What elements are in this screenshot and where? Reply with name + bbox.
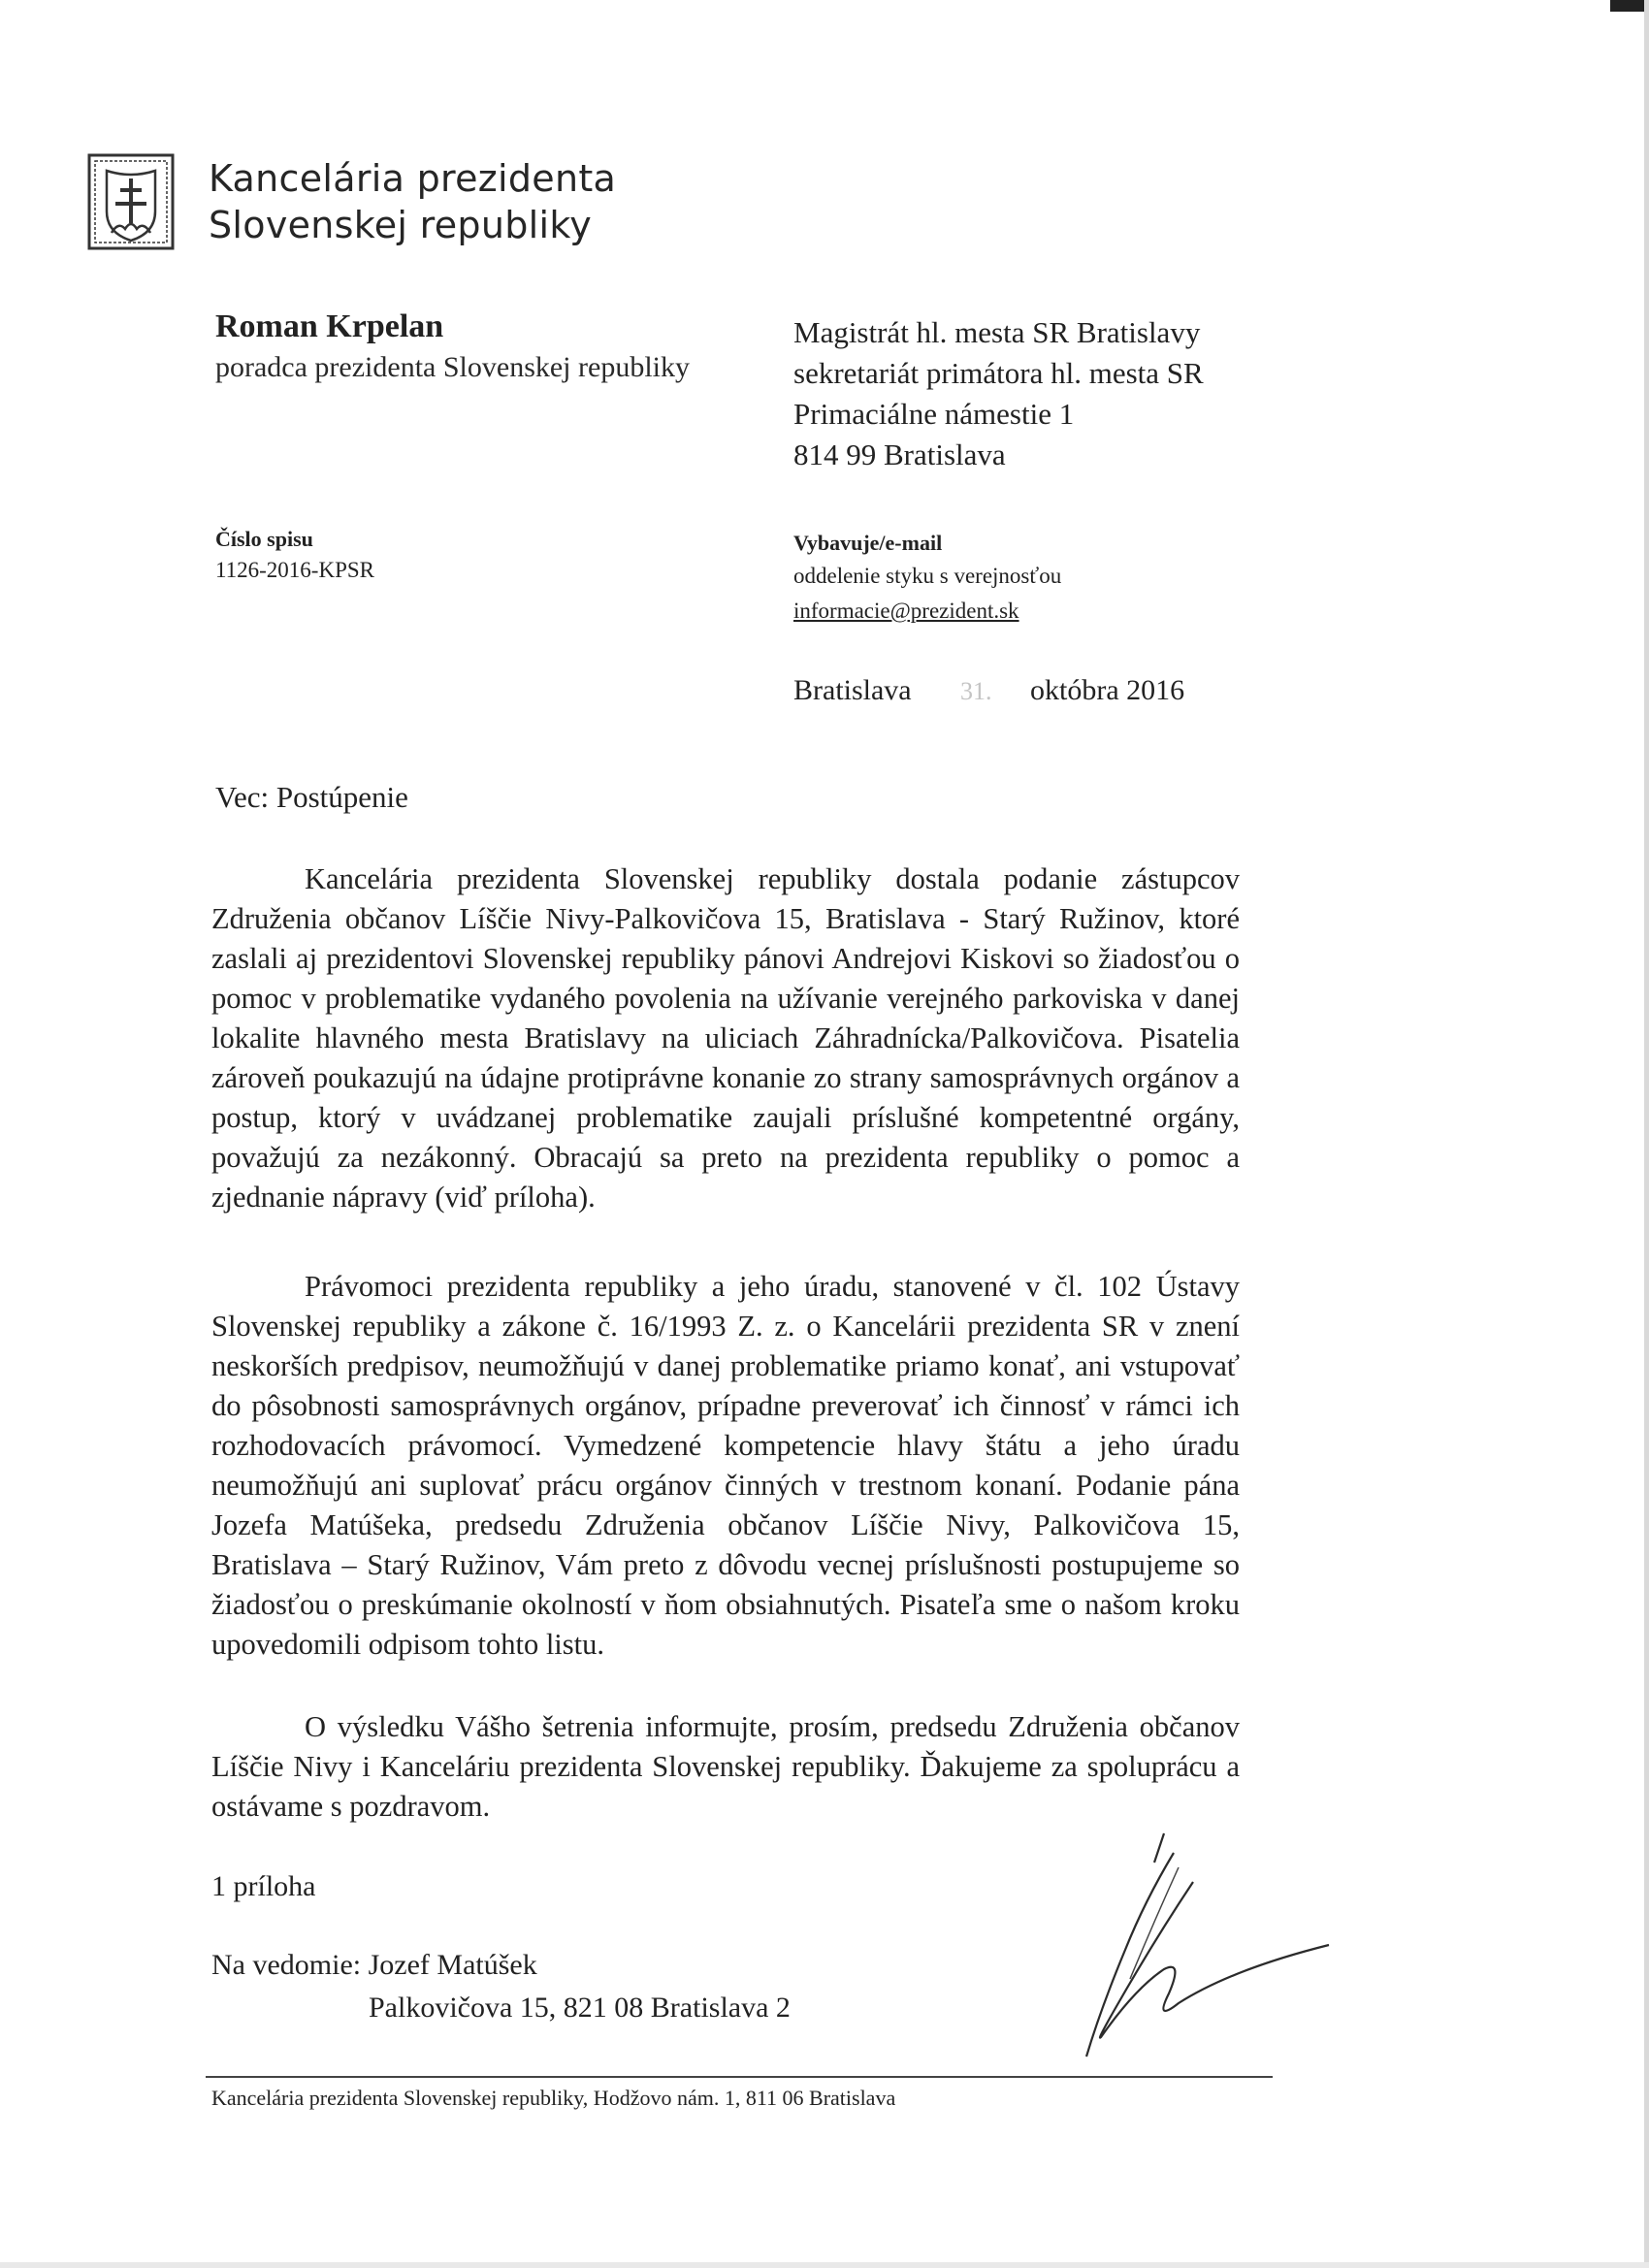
coat-of-arms-icon bbox=[87, 153, 175, 250]
file-number-block bbox=[215, 524, 374, 586]
scan-edge-top bbox=[1610, 0, 1649, 12]
recipient-line: Magistrát hl. mesta SR Bratislavy bbox=[793, 315, 1201, 349]
sender-block bbox=[215, 307, 690, 388]
file-number-label: Číslo spisu bbox=[215, 527, 313, 551]
recipient-line: 814 99 Bratislava bbox=[793, 437, 1006, 471]
organization-name bbox=[209, 155, 616, 248]
recipient-address bbox=[793, 312, 1204, 475]
handler-email-link[interactable]: informacie@prezident.sk bbox=[793, 599, 1019, 623]
date-day: 31. bbox=[960, 677, 992, 705]
body-paragraph-2 bbox=[211, 1267, 1240, 1665]
date-place: Bratislava bbox=[793, 674, 912, 706]
body-paragraph-3 bbox=[211, 1707, 1240, 1827]
body-paragraph-1 bbox=[211, 859, 1240, 1217]
paragraph-text: Kancelária prezidenta Slovenskej republiky dostala podanie zástupcov Združenia občanov Líščie Nivy-Palkovičova 15, Bratislava - Starý Ružinov, ktoré zaslali aj prezidentovi Slovenskej republiky pánovi Andrejovi Kiskovi so žiadosťou o pomoc v problematike vydaného povolenia na užívanie verejného parkoviska v danej lokalite hlavného mesta Bratislavy na uliciach Záhradnícka/Palkovičova. Pisatelia zároveň poukazujú na údajne protiprávne konanie zo strany samosprávnych orgánov a postup, ktorý v uvádzanej problematike zaujali príslušné kompetentné orgány, považujú za nezákonný. Obracajú sa preto na prezidenta republiky o pomoc a zjednanie nápravy (viď príloha). bbox=[211, 862, 1240, 1214]
file-number-value: 1126-2016-KPSR bbox=[215, 558, 374, 582]
paragraph-text: Právomoci prezidenta republiky a jeho úradu, stanovené v čl. 102 Ústavy Slovenskej republiky a zákone č. 16/1993 Z. z. o Kancelárii prezidenta SR v znení neskorších predpisov, neumožňujú v danej problematike priamo konať, ani vstupovať do pôsobnosti samosprávnych orgánov, prípadne preverovať ich činnosť v rámci ich rozhodovacích právomocí. Vymedzené kompetencie hlavy štátu a jeho úradu neumožňujú ani suplovať prácu orgánov činných v trestnom konaní. Podanie pána Jozefa Matúšeka, predsedu Združenia občanov Líščie Nivy, Palkovičova 15, Bratislava – Starý Ružinov, Vám preto z dôvodu vecnej príslušnosti postupujeme so žiadosťou o preskúmanie okolností v ňom obsiahnutých. Pisateľa sme o našom kroku upovedomili odpisom tohto listu. bbox=[211, 1270, 1240, 1661]
recipient-line: Primaciálne námestie 1 bbox=[793, 397, 1075, 431]
attachment-note: 1 príloha bbox=[211, 1870, 316, 1902]
sender-name: Roman Krpelan bbox=[215, 308, 444, 344]
paragraph-text: O výsledku Vášho šetrenia informujte, prosím, predsedu Združenia občanov Líščie Nivy i Kanceláriu prezidenta Slovenskej republiky. Ďakujeme za spoluprácu a ostávame s pozdravom. bbox=[211, 1710, 1240, 1823]
scan-edge-bottom bbox=[0, 2262, 1649, 2268]
date-line bbox=[793, 671, 1184, 711]
handler-department: oddelenie styku s verejnosťou bbox=[793, 564, 1062, 588]
cc-block bbox=[211, 1944, 791, 2029]
date-month-year: októbra 2016 bbox=[1030, 674, 1185, 706]
recipient-line: sekretariát primátora hl. mesta SR bbox=[793, 356, 1204, 390]
handwritten-signature bbox=[1009, 1824, 1358, 2066]
footer-divider bbox=[206, 2076, 1273, 2078]
organization-name-line-2: Slovenskej republiky bbox=[209, 204, 593, 246]
footer-address: Kancelária prezidenta Slovenskej republiky, Hodžovo nám. 1, 811 06 Bratislava bbox=[211, 2086, 896, 2110]
cc-recipient: Na vedomie: Jozef Matúšek bbox=[211, 1949, 537, 1981]
handler-label: Vybavuje/e-mail bbox=[793, 531, 943, 555]
subject-line: Vec: Postúpenie bbox=[215, 780, 408, 814]
scan-edge-right bbox=[1644, 0, 1649, 2268]
cc-address: Palkovičova 15, 821 08 Bratislava 2 bbox=[369, 1992, 791, 2024]
organization-name-line-1: Kancelária prezidenta bbox=[209, 157, 617, 200]
handler-block bbox=[793, 528, 1061, 629]
sender-role: poradca prezidenta Slovenskej republiky bbox=[215, 351, 690, 383]
